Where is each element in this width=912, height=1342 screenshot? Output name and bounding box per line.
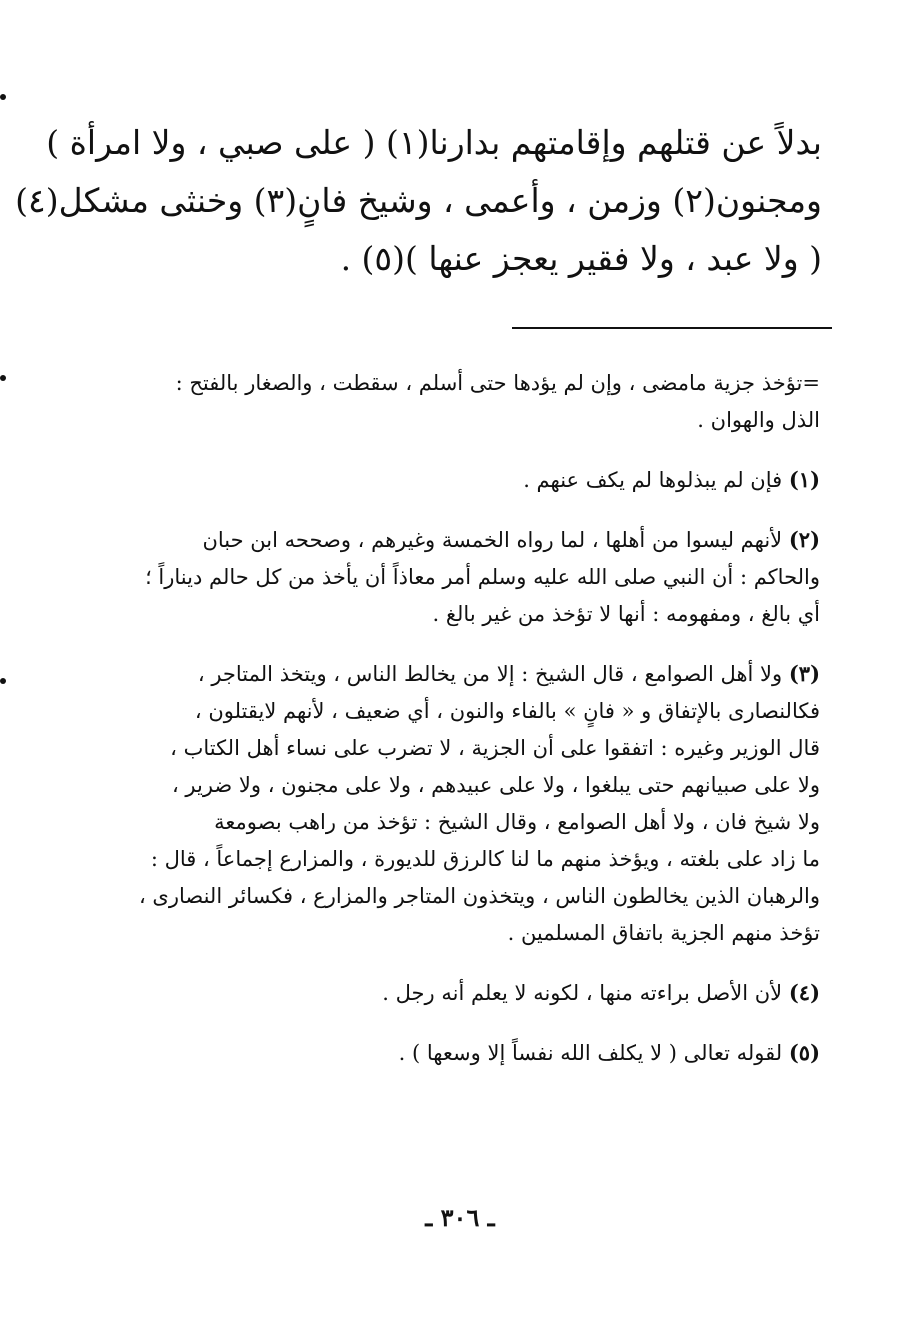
footnote-line: والحاكم : أن النبي صلى الله عليه وسلم أمر معاذاً أن يأخذ من كل حالم ديناراً ؛ xyxy=(145,565,820,589)
footnote-4 xyxy=(85,974,820,1012)
footnote-line: والرهبان الذين يخالطون الناس ، ويتخذون المتاجر والمزارع ، فكسائر النصارى ، xyxy=(138,884,820,908)
footnote-separator xyxy=(512,327,832,329)
footnote-number: (٢) xyxy=(788,527,820,552)
footnote-line xyxy=(85,974,820,1012)
footnote-number: (٣) xyxy=(788,661,820,686)
footnote-line: أي بالغ ، ومفهومه : أنها لا تؤخذ من غير بالغ . xyxy=(432,602,820,626)
footnote-continuation xyxy=(85,365,820,439)
footnote-2 xyxy=(85,521,820,633)
footnote-line: تؤخذ منهم الجزية باتفاق المسلمين . xyxy=(507,921,820,945)
footnote-3 xyxy=(85,655,820,952)
footnotes xyxy=(85,365,820,1094)
page-number: ـ ٣٠٦ ـ xyxy=(425,1203,495,1232)
footnote-text: فإن لم يبذلوها لم يكف عنهم . xyxy=(523,468,783,492)
main-text-line: ومجنون(٢) وزمن ، وأعمى ، وشيخ فانٍ(٣) وخنثى مشكل(٤) xyxy=(15,181,822,220)
footnote-number: (٤) xyxy=(788,980,820,1005)
footnote-line xyxy=(85,655,820,693)
main-text-line: ( ولا عبد ، ولا فقير يعجز عنها )(٥) . xyxy=(340,239,822,278)
footnote-text: لأنهم ليسوا من أهلها ، لما رواه الخمسة وغيرهم ، وصححه ابن حبان xyxy=(202,528,783,552)
footnote-line: فكالنصارى بالإتفاق و « فانٍ » بالفاء والنون ، أي ضعيف ، لأنهم لايقتلون ، xyxy=(194,699,820,723)
footnote-number: (١) xyxy=(788,467,820,492)
footnote-line: قال الوزير وغيره : اتفقوا على أن الجزية ، لا تضرب على نساء أهل الكتاب ، xyxy=(170,736,820,760)
footnote-1 xyxy=(85,461,820,499)
footnote-5 xyxy=(85,1034,820,1072)
main-text xyxy=(15,114,822,288)
footnote-text: لأن الأصل براءته منها ، لكونه لا يعلم أنه رجل . xyxy=(382,981,783,1005)
footnote-line xyxy=(85,521,820,559)
footnote-line: =تؤخذ جزية مامضى ، وإن لم يؤدها حتى أسلم ، سقطت ، والصغار بالفتح : xyxy=(175,371,820,395)
footnote-line xyxy=(85,461,820,499)
footnote-line: ولا شيخ فان ، ولا أهل الصوامع ، وقال الشيخ : تؤخذ من راهب بصومعة xyxy=(214,810,820,834)
scan-mark xyxy=(0,678,6,684)
main-text-line: بدلاً عن قتلهم وإقامتهم بدارنا(١) ( على صبي ، ولا امرأة ) xyxy=(46,123,822,162)
footnote-text: ولا أهل الصوامع ، قال الشيخ : إلا من يخالط الناس ، ويتخذ المتاجر ، xyxy=(197,662,783,686)
footnote-text: لقوله تعالى ( لا يكلف الله نفساً إلا وسعها ) . xyxy=(398,1041,783,1065)
footnote-number: (٥) xyxy=(788,1040,820,1065)
footnote-line: ولا على صبيانهم حتى يبلغوا ، ولا على عبيدهم ، ولا على مجنون ، ولا ضرير ، xyxy=(171,773,820,797)
footnote-line xyxy=(85,1034,820,1072)
scan-mark xyxy=(0,375,6,381)
footnote-line: ما زاد على بلغته ، ويؤخذ منهم ما لنا كالرزق للديورة ، والمزارع إجماعاً ، قال : xyxy=(150,847,820,871)
scan-mark xyxy=(0,94,6,100)
footnote-line: الذل والهوان . xyxy=(697,408,820,432)
